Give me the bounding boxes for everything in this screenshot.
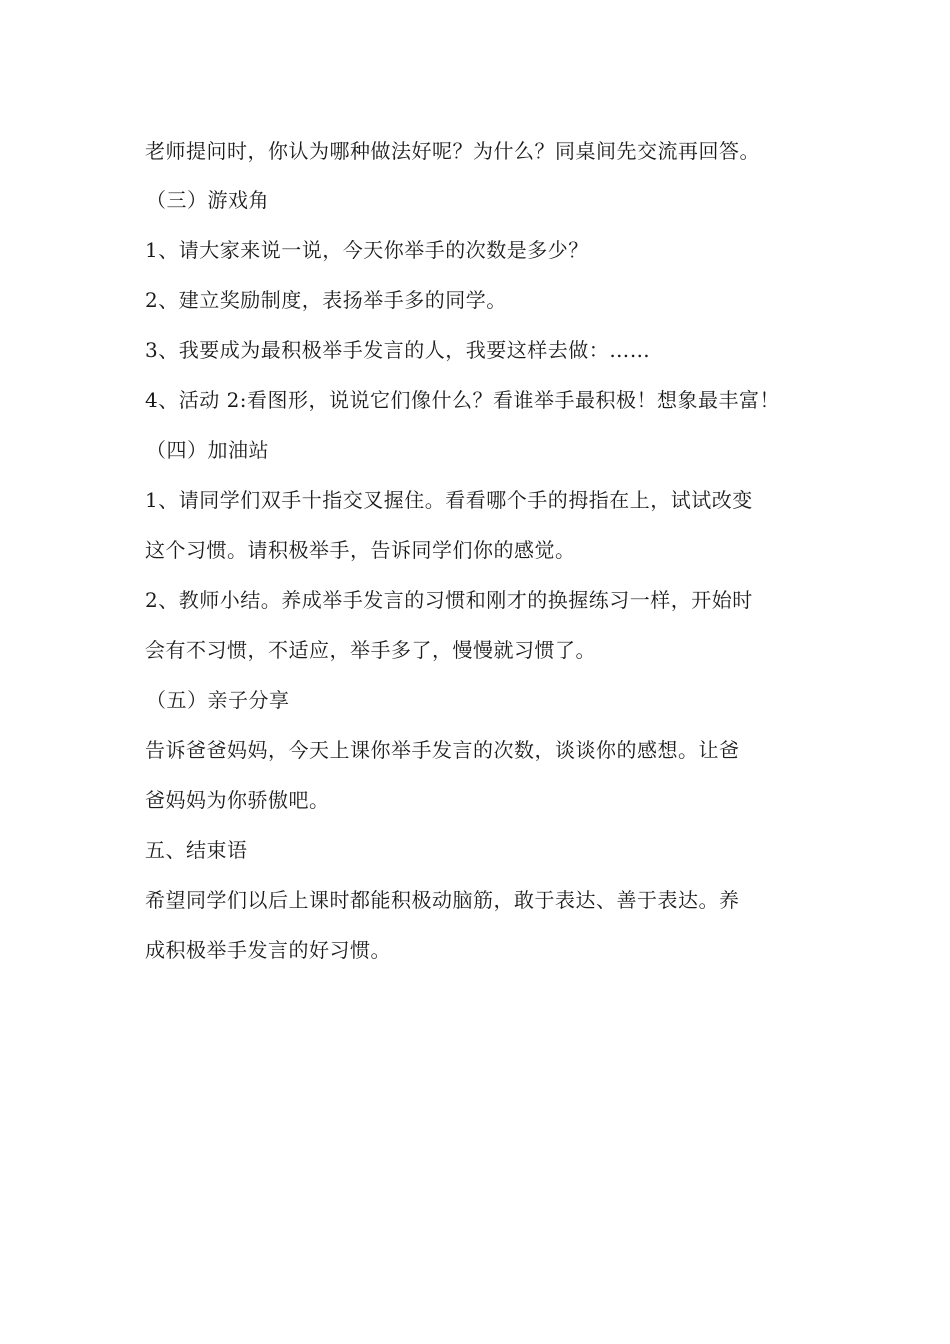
- section-heading: （五）亲子分享: [146, 688, 290, 712]
- paragraph-line: 这个习惯。请积极举手，告诉同学们你的感觉。: [145, 538, 576, 562]
- list-item: 2、建立奖励制度，表扬举手多的同学。: [145, 288, 507, 312]
- section-heading: 五、结束语: [145, 838, 248, 862]
- list-item: 3、我要成为最积极举手发言的人，我要这样去做：……: [145, 338, 651, 362]
- paragraph-line: 成积极举手发言的好习惯。: [145, 938, 391, 962]
- list-item: 2、教师小结。养成举手发言的习惯和刚才的换握练习一样，开始时: [145, 588, 753, 612]
- paragraph-line: 爸妈妈为你骄傲吧。: [145, 788, 330, 812]
- section-heading: （四）加油站: [146, 438, 269, 462]
- list-item: 1、请大家来说一说，今天你举手的次数是多少？: [145, 238, 589, 262]
- list-item: 4、活动 2:看图形，说说它们像什么？看谁举手最积极！想象最丰富！: [145, 388, 781, 412]
- list-item: 1、请同学们双手十指交叉握住。看看哪个手的拇指在上，试试改变: [145, 488, 753, 512]
- paragraph-line: 会有不习惯，不适应，举手多了，慢慢就习惯了。: [145, 638, 596, 662]
- paragraph-line: 告诉爸爸妈妈，今天上课你举手发言的次数，谈谈你的感想。让爸: [145, 738, 740, 762]
- paragraph-line: 老师提问时，你认为哪种做法好呢？为什么？同桌间先交流再回答。: [145, 139, 760, 163]
- paragraph-line: 希望同学们以后上课时都能积极动脑筋，敢于表达、善于表达。养: [145, 888, 740, 912]
- section-heading: （三）游戏角: [146, 188, 269, 212]
